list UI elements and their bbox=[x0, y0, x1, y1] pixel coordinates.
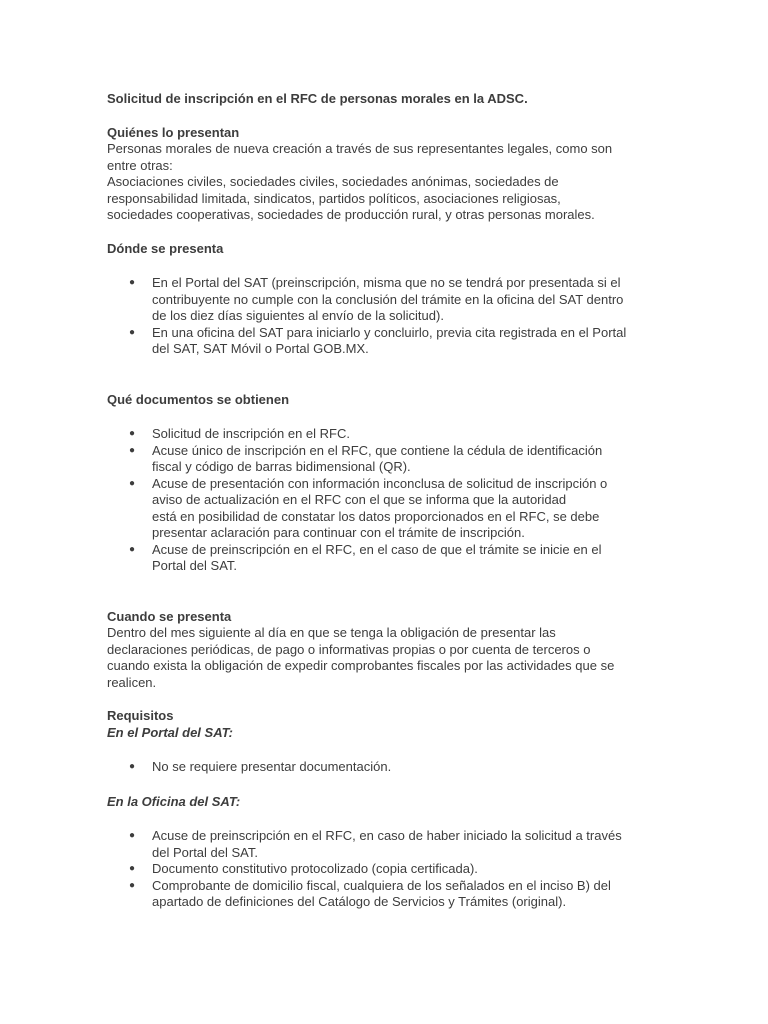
list-documentos bbox=[107, 426, 667, 575]
section-quienes bbox=[107, 125, 667, 224]
text-line: Asociaciones civiles, sociedades civiles, sociedades anónimas, sociedades de bbox=[107, 174, 559, 189]
subheading-portal: En el Portal del SAT: bbox=[107, 724, 233, 740]
list-item bbox=[107, 828, 667, 861]
text-line: realicen. bbox=[107, 674, 157, 690]
list-item-line: de los diez días siguientes al envío de la solicitud). bbox=[152, 308, 444, 323]
list-item-line: contribuyente no cumple con la conclusión del trámite en la oficina del SAT dentro bbox=[152, 291, 624, 307]
list-item bbox=[107, 426, 667, 443]
list-requisitos-portal bbox=[107, 759, 667, 776]
document-title: Solicitud de inscripción en el RFC de personas morales en la ADSC. bbox=[107, 91, 528, 106]
list-item-line: Solicitud de inscripción en el RFC. bbox=[152, 426, 350, 441]
bullet-icon: ● bbox=[129, 477, 136, 489]
list-item-line: del Portal del SAT. bbox=[152, 844, 258, 860]
list-item bbox=[107, 759, 667, 776]
text-line: Personas morales de nueva creación a través de sus representantes legales, como son bbox=[107, 141, 613, 156]
list-item-line: aviso de actualización en el RFC con el que se informa que la autoridad bbox=[152, 492, 567, 507]
bullet-icon: ● bbox=[129, 277, 136, 288]
list-item-line: Documento constitutivo protocolizado (copia certificada). bbox=[152, 861, 478, 876]
list-item-line: Portal del SAT. bbox=[152, 558, 238, 573]
text-line: declaraciones periódicas, de pago o informativas propias o por cuenta de terceros o bbox=[107, 641, 591, 657]
list-item-line: del SAT, SAT Móvil o Portal GOB.MX. bbox=[152, 341, 369, 356]
list-item-line: Acuse de presentación con información inconclusa de solicitud de inscripción o bbox=[152, 475, 608, 491]
text-line: responsabilidad limitada, sindicatos, partidos políticos, asociaciones religiosas, bbox=[107, 190, 561, 206]
list-item-line: No se requiere presentar documentación. bbox=[152, 759, 392, 774]
list-item bbox=[107, 476, 667, 542]
list-item-line: Acuse de preinscripción en el RFC, en caso de haber iniciado la solicitud a través bbox=[152, 828, 622, 843]
text-line: entre otras: bbox=[107, 157, 173, 173]
bullet-icon: ● bbox=[129, 879, 136, 891]
section-donde bbox=[107, 241, 667, 358]
section-cuando bbox=[107, 609, 667, 692]
section-heading-donde: Dónde se presenta bbox=[107, 240, 224, 256]
list-item-line: Acuse único de inscripción en el RFC, que contiene la cédula de identificación bbox=[152, 442, 603, 458]
section-requisitos bbox=[107, 708, 667, 911]
list-item bbox=[107, 275, 667, 325]
list-item-line: está en posibilidad de constatar los datos proporcionados en el RFC, se debe bbox=[152, 508, 600, 524]
bullet-icon: ● bbox=[129, 863, 136, 874]
list-donde bbox=[107, 275, 667, 358]
list-item-line: En el Portal del SAT (preinscripción, misma que no se tendrá por presentada si el bbox=[152, 275, 621, 290]
list-item-line: presentar aclaración para continuar con el trámite de inscripción. bbox=[152, 525, 525, 540]
section-documentos bbox=[107, 392, 667, 575]
bullet-icon: ● bbox=[129, 761, 136, 772]
bullet-icon: ● bbox=[129, 830, 136, 841]
section-heading-requisitos: Requisitos bbox=[107, 708, 174, 723]
list-item bbox=[107, 542, 667, 575]
bullet-icon: ● bbox=[129, 444, 136, 456]
list-item bbox=[107, 878, 667, 911]
text-line: cuando exista la obligación de expedir comprobantes fiscales por las actividades que se bbox=[107, 658, 615, 673]
bullet-icon: ● bbox=[129, 326, 136, 338]
list-item bbox=[107, 861, 667, 878]
section-heading-cuando: Cuando se presenta bbox=[107, 608, 232, 624]
bullet-icon: ● bbox=[129, 428, 136, 439]
list-item-line: Comprobante de domicilio fiscal, cualquiera de los señalados en el inciso B) del bbox=[152, 877, 611, 893]
list-requisitos-oficina bbox=[107, 828, 667, 911]
section-heading-quienes: Quiénes lo presentan bbox=[107, 124, 240, 140]
bullet-icon: ● bbox=[129, 543, 136, 555]
text-line: Dentro del mes siguiente al día en que se tenga la obligación de presentar las bbox=[107, 625, 556, 640]
list-item bbox=[107, 443, 667, 476]
paragraph-cuando bbox=[107, 625, 667, 691]
subheading-oficina: En la Oficina del SAT: bbox=[107, 793, 241, 809]
paragraph-quienes bbox=[107, 141, 667, 224]
list-item bbox=[107, 325, 667, 358]
document-page bbox=[107, 91, 667, 911]
list-item-line: apartado de definiciones del Catálogo de Servicios y Trámites (original). bbox=[152, 894, 567, 909]
section-heading-documentos: Qué documentos se obtienen bbox=[107, 391, 290, 407]
list-item-line: fiscal y código de barras bidimensional (QR). bbox=[152, 459, 411, 474]
list-item-line: En una oficina del SAT para iniciarlo y concluirlo, previa cita registrada en el Portal bbox=[152, 324, 627, 340]
text-line: sociedades cooperativas, sociedades de producción rural, y otras personas morales. bbox=[107, 207, 595, 222]
list-item-line: Acuse de preinscripción en el RFC, en el caso de que el trámite se inicie en el bbox=[152, 541, 602, 557]
